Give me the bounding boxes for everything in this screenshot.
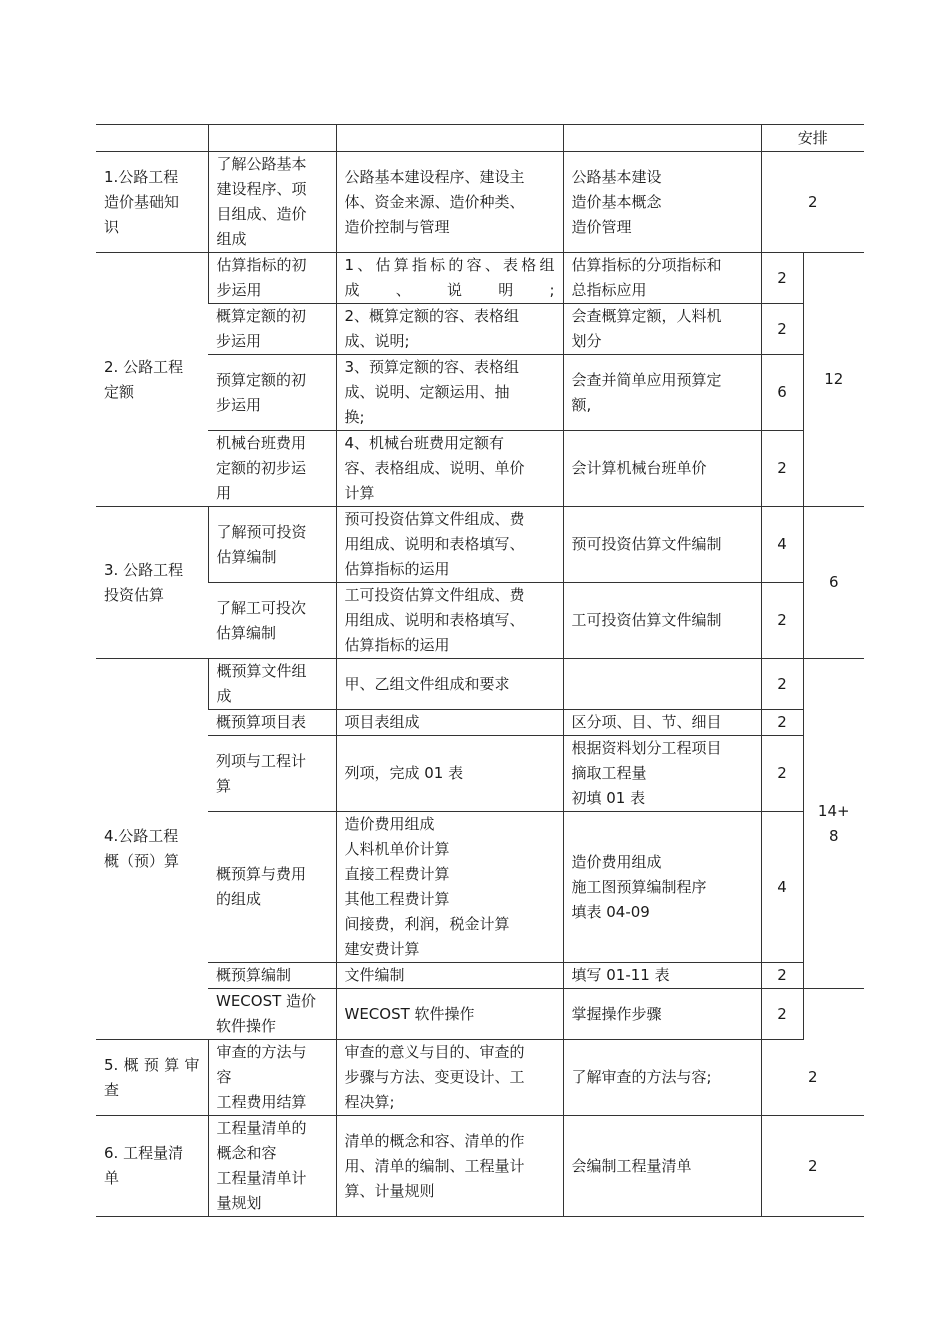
cell-text-line: 会编制工程量清单 [571,1156,692,1175]
cell-text-line: 3、预算定额的容、表格组 [344,358,520,376]
goal-cell [563,583,761,659]
cell-text-line: 会查概算定额，人料机 [571,307,722,325]
goal-cell [563,812,761,963]
cell-text-line: 概念和容 [216,1144,277,1162]
cell-text-line: 计算 [344,484,375,502]
content-cell [336,355,563,431]
cell-text-line: 成、说明; [344,281,555,299]
cell-text-line: 定额 [104,382,135,401]
cell-text-line: 工程量清单计 [216,1169,307,1187]
cell-text-line: 步运用 [216,395,262,414]
table-row [96,431,864,507]
content-cell [336,253,563,304]
cell-text-line: 估算指标的运用 [344,560,450,578]
cell-text-line: 组成 [216,230,247,248]
chapter-cell [96,1040,208,1116]
cell-text-line: 体、资金来源、造价种类、 [344,192,525,211]
cell-text-line: 14+ [817,801,850,820]
hours-cell: 2 [761,253,803,304]
goal-cell [563,659,761,710]
cell-text-line: 概预算与费用 [216,865,307,883]
content-cell [336,152,563,253]
topic-cell [208,812,336,963]
goal-cell [563,355,761,431]
cell-text-line: 估算编制 [216,623,277,642]
cell-text-line: 其他工程费计算 [344,890,450,908]
cell-text-line: 估算指标的运用 [344,636,450,654]
content-cell [336,812,563,963]
cell-text-line: 区分项、目、节、细目 [571,713,722,731]
cell-text-line: 成 [216,687,232,705]
topic-cell [208,152,336,253]
cell-text-line: 摘取工程量 [571,764,647,782]
topic-cell [208,583,336,659]
cell-text-line: 根据资料划分工程项目 [571,739,722,757]
cell-text-line: 文件编制 [344,966,405,984]
chapter-total-cell [803,659,864,989]
content-cell [336,304,563,355]
cell-text-line: 额, [571,395,592,414]
hours-cell: 2 [761,583,803,659]
cell-text-line: 概预算编制 [216,966,292,984]
empty-cell [803,989,864,1040]
header-cell-goal [563,125,761,152]
cell-text-line: 会查并简单应用预算定 [571,370,722,389]
cell-text-line: 了解公路基本 [216,155,307,173]
table-row [96,583,864,659]
goal-cell [563,253,761,304]
chapter-cell [96,253,208,507]
topic-cell [208,659,336,710]
cell-text-line: 用组成、说明和表格填写、 [344,535,525,553]
table-row [96,736,864,812]
cell-text-line: 成、说明、定额运用、抽 [344,383,510,401]
goal-cell [563,710,761,736]
header-cell-topic [208,125,336,152]
cell-text-line: 估算指标的分项指标和 [571,256,722,274]
cell-text-line: 步骤与方法、变更设计、工 [344,1068,525,1086]
cell-text-line: 概（预）算 [104,852,180,870]
content-cell [336,431,563,507]
cell-text-line: 工可投资估算文件组成、费 [344,586,525,604]
table-row [96,989,864,1040]
cell-text-line: 5.概预算审 [104,1055,200,1074]
goal-cell [563,431,761,507]
content-cell [336,1116,563,1217]
cell-text-line: 了解工可投次 [216,598,307,617]
cell-text-line: 了解预可投资 [216,522,307,541]
hours-cell: 4 [761,507,803,583]
cell-text-line: 人料机单价计算 [344,840,450,858]
cell-text-line: 工程费用结算 [216,1093,307,1111]
cell-text-line: 量规划 [216,1194,262,1212]
topic-cell [208,1116,336,1217]
cell-text-line: 造价控制与管理 [344,217,450,236]
cell-text-line: 初填 01 表 [571,789,646,807]
table-row [96,1116,864,1217]
cell-text-line: 6. 工程量清 [104,1144,184,1162]
topic-cell [208,431,336,507]
cell-text-line: 施工图预算编制程序 [571,877,707,896]
cell-text-line: 会计算机械台班单价 [571,459,707,477]
header-cell-chapter [96,125,208,152]
cell-text-line: 8 [828,826,839,845]
cell-text-line: 间接费，利润，税金计算 [344,915,510,933]
cell-text-line: 的组成 [216,890,262,908]
content-cell [336,963,563,989]
hours-cell: 2 [761,659,803,710]
content-cell [336,507,563,583]
cell-text-line: 用、清单的编制、工程量计 [344,1156,525,1175]
content-cell [336,736,563,812]
goal-cell [563,1040,761,1116]
cell-text-line: 2、概算定额的容、表格组 [344,307,520,325]
cell-text-line: 造价费用组成 [571,852,662,871]
chapter-cell [96,1116,208,1217]
cell-text-line: 预算定额的初 [216,370,307,389]
goal-cell [563,963,761,989]
goal-cell [563,507,761,583]
cell-text-line: 审查的方法与 [216,1043,307,1061]
cell-text-line: 概预算项目表 [216,713,307,731]
cell-text-line: 容、表格组成、说明、单价 [344,459,525,477]
cell-text-line: 造价费用组成 [344,815,435,833]
chapter-cell [96,507,208,659]
cell-text-line: 查 [104,1080,120,1099]
cell-text-line: 换; [344,408,365,426]
cell-text-line: 4.公路工程 [104,827,179,845]
cell-text-line: 公路基本建设 [571,167,662,186]
cell-text-line: 甲、乙组文件组成和要求 [344,674,510,693]
hours-cell: 2 [761,989,803,1040]
cell-text-line: 建安费计算 [344,940,420,958]
cell-text-line: 造价基础知 [104,192,180,211]
hours-cell: 2 [761,1040,864,1116]
cell-text-line: 预可投资估算文件组成、费 [344,510,525,528]
course-schedule-table [96,124,864,1217]
table-row [96,710,864,736]
chapter-cell [96,152,208,253]
hours-cell: 2 [761,710,803,736]
content-cell [336,710,563,736]
topic-cell [208,304,336,355]
table-row [96,507,864,583]
cell-text-line: 目组成、造价 [216,205,307,223]
cell-text-line: 用组成、说明和表格填写、 [344,611,525,629]
topic-cell [208,355,336,431]
cell-text-line: 直接工程费计算 [344,865,450,883]
cell-text-line: WECOST 软件操作 [344,1004,475,1023]
table-row [96,812,864,963]
hours-cell: 2 [761,736,803,812]
topic-cell [208,1040,336,1116]
cell-text-line: 容 [216,1068,232,1086]
cell-text-line: 估算编制 [216,547,277,566]
chapter-cell [96,659,208,1040]
cell-text-line: 清单的概念和容、清单的作 [344,1131,525,1150]
content-cell [336,659,563,710]
cell-text-line: 划分 [571,332,602,350]
hours-cell: 2 [761,304,803,355]
cell-text-line: 造价管理 [571,217,632,236]
goal-cell [563,989,761,1040]
cell-text-line: 单 [104,1169,120,1187]
table-row [96,659,864,710]
cell-text-line: 步运用 [216,332,262,350]
cell-text-line: 1.公路工程 [104,167,179,186]
cell-text-line: 造价基本概念 [571,192,662,211]
cell-text-line: WECOST 造价 [216,992,317,1010]
cell-text-line: 3. 公路工程 [104,560,184,579]
header-cell-content [336,125,563,152]
cell-text-line: 填表 04-09 [571,902,650,921]
hours-cell: 2 [761,431,803,507]
header-row [96,125,864,152]
hours-cell: 2 [761,1116,864,1217]
cell-text-line: 概预算文件组 [216,662,307,680]
cell-text-line: 程决算; [344,1093,395,1111]
topic-cell [208,736,336,812]
cell-text-line: 2. 公路工程 [104,357,184,376]
cell-text-line: 工可投资估算文件编制 [571,611,722,629]
content-cell [336,1040,563,1116]
cell-text-line: 建设程序、项 [216,180,307,198]
hours-cell: 6 [761,355,803,431]
content-cell [336,989,563,1040]
topic-cell [208,253,336,304]
cell-text-line: 公路基本建设程序、建设主 [344,167,525,186]
goal-cell [563,304,761,355]
header-cell-schedule: 安排 [761,125,864,152]
goal-cell [563,736,761,812]
cell-text-line: 步运用 [216,281,262,299]
cell-text-line: 掌握操作步骤 [571,1004,662,1023]
goal-cell [563,152,761,253]
cell-text-line: 用 [216,484,232,502]
cell-text-line: 定额的初步运 [216,459,307,477]
cell-text-line: 列项，完成 01 表 [344,764,464,782]
table-row [96,304,864,355]
cell-text-line: 预可投资估算文件编制 [571,535,722,553]
table-row [96,355,864,431]
hours-cell: 2 [761,152,864,253]
cell-text-line: 算、计量规则 [344,1181,435,1200]
topic-cell [208,710,336,736]
cell-text-line: 总指标应用 [571,281,647,299]
topic-cell [208,507,336,583]
hours-cell: 4 [761,812,803,963]
table-row [96,152,864,253]
cell-text-line: 投资估算 [104,585,165,604]
cell-text-line: 识 [104,217,120,236]
cell-text-line: 4、机械台班费用定额有 [344,434,505,452]
cell-text-line: 软件操作 [216,1017,277,1035]
table-row [96,963,864,989]
chapter-total-cell: 12 [803,253,864,507]
cell-text-line: 算 [216,776,232,795]
cell-text-line: 审查的意义与目的、审查的 [344,1043,525,1061]
cell-text-line: 机械台班费用 [216,434,307,452]
cell-text-line: 项目表组成 [344,713,420,731]
hours-cell: 2 [761,963,803,989]
table-row [96,1040,864,1116]
content-cell [336,583,563,659]
goal-cell [563,1116,761,1217]
cell-text-line: 工程量清单的 [216,1119,307,1137]
cell-text-line: 填写 01-11 表 [571,966,670,984]
cell-text-line: 列项与工程计 [216,751,307,770]
table-row [96,253,864,304]
cell-text-line: 1、估算指标的容、表格组 [344,256,555,274]
chapter-total-cell: 6 [803,507,864,659]
topic-cell [208,989,336,1040]
cell-text-line: 估算指标的初 [216,256,307,274]
cell-text-line: 概算定额的初 [216,307,307,325]
topic-cell [208,963,336,989]
cell-text-line: 了解审查的方法与容; [571,1068,712,1086]
cell-text-line: 成、说明; [344,332,410,350]
